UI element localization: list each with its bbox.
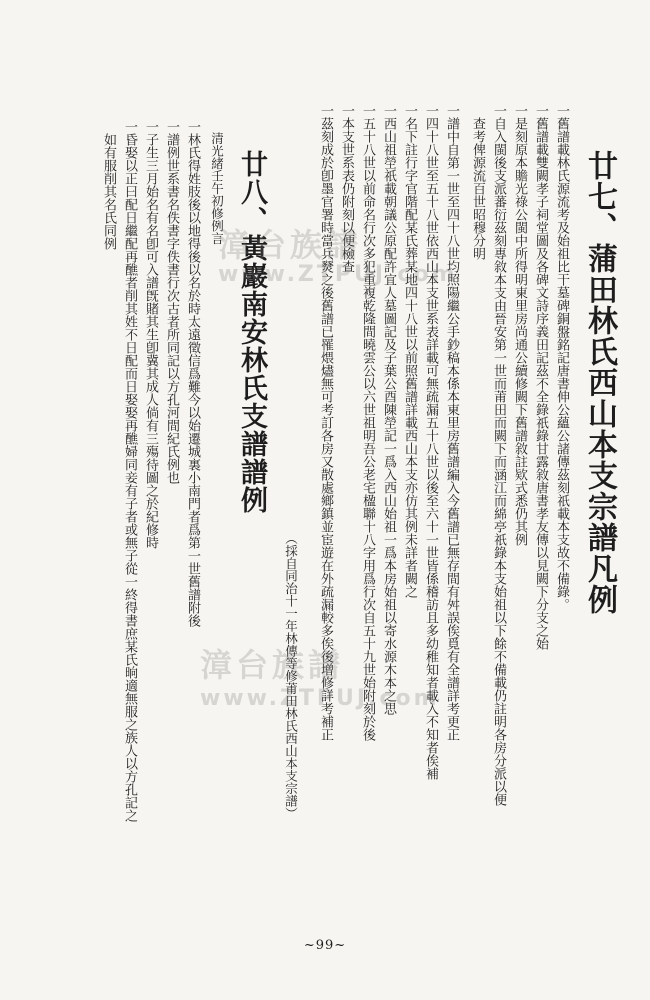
section27-item-10: 一本支世系表仍附刻以便檢查 — [339, 104, 354, 273]
section27-item-11: 一茲刻成於卽墨官署時當兵燹之後舊譜已罹煨燼無可考訂各房又散處鄉鎮並宦遊在外疏漏較多俟後增修詳考補正 — [318, 104, 333, 741]
page-number: ~99~ — [303, 938, 347, 953]
section27-item-9: 一五十八世以前命名行次多犯重複乾隆間曉雲公以六世祖明吾公老宅楹聯十八字用爲行次自五十九世始附刻於後 — [360, 104, 375, 741]
watermark-name: 漳台族譜 — [218, 226, 363, 264]
section27-title: 廿七、蒲田林氏西山本支宗譜凡例 — [582, 150, 617, 615]
section28-date-line: 清光緒壬午初修例言 — [209, 132, 225, 245]
section27-item-7: 一名下註行字官階配某氏葬某地四十八世以前照舊譜詳載西山本支亦仿其例未詳者闕之 — [402, 104, 417, 598]
section27-item-6: 一四十八世至五十八世依西山本支世系表詳載可無疏漏五十八世以後至六十一世皆係稽訪且多幼稚知者載入不知者俟補 — [423, 104, 438, 780]
section28-item-2: 一譜例世系書名佚書字佚書行次古者所同記以方孔河間紀氏例也 — [164, 120, 179, 484]
section27-item-4-continued: 查考俾源流百世昭穆分明 — [470, 117, 485, 260]
section28-title: 廿八、黃巖南安林氏支譜譜例 — [236, 150, 267, 514]
section28-item-4-continued: 如有服削其名氏同例 — [101, 133, 116, 250]
section27-item-1: 一舊譜載林氏源流考及始祖比干墓碑銅盤銘記唐書伸公蘊公諸傳茲刻祇載本支故不備錄。 — [554, 104, 569, 611]
section27-source-note: （採自同治十一年林傳等修莆田林氏西山本支宗譜） — [283, 532, 299, 820]
section28-item-4: 一昏娶以正曰配日繼配再醮者削其姓不日配而日娶娶再醮婦同妾有子者或無子從一終得書庶某氏晌適無服之族人以方孔記之 — [122, 120, 137, 822]
section28-item-1: 一林氏得姓肢後以地得後以名於時太遠徵信爲難今以始遷城裏小南門者爲第一世舊譜附後 — [185, 120, 200, 627]
section27-item-8: 一西山祖塋祇載朝議公原配許宜人墓圖記及子葉公酉陳塋記一爲入西山始祖一爲本房始祖以寄水源木本之思 — [381, 104, 396, 715]
watermark-url: www.ZTPUJ.com — [218, 262, 458, 287]
watermark-name-lower: 漳台族譜 — [200, 646, 345, 684]
section27-item-4: 一自入閩後支派蕃衍茲刻專敘本支由晉安第一世而莆田而闕下而涵江而綿亭祇錄本支始祖以下餘不備載仍註明各房分派以便 — [491, 104, 506, 806]
section27-item-2: 一舊譜載雙闕孝子祠堂圖及各碑文詩序義田記茲不全錄祇錄甘露敘唐書孝友傳以見闕下分支之始 — [533, 104, 548, 650]
section27-item-3: 一是刻原本贍光祿公閩中所得明東里房尚通公續修闕下舊譜敘註欵式悉仍其例 — [512, 104, 527, 546]
section28-item-3: 一子生三月始名有名卽可入譜旣賭其生卽冀其成人倘有三殤待圖之於紀修時 — [143, 120, 158, 549]
watermark-url-lower: www.ZTPUJ.com — [200, 686, 440, 711]
section27-item-5: 一譜中自第一世至四十八世均照陽繼公手鈔稿本係本東里房舊譜編入今舊譜已無存間有舛誤俟覓有全譜詳考更正 — [444, 104, 459, 741]
